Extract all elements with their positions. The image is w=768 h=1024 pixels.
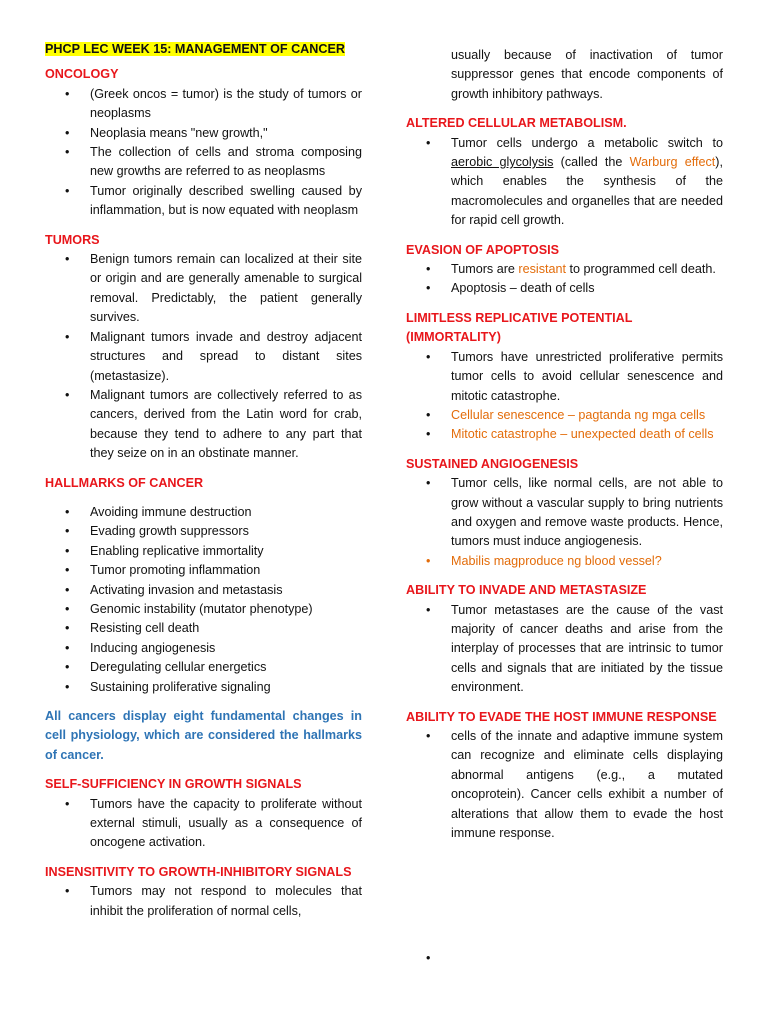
immortality-heading: LIMITLESS REPLICATIVE POTENTIAL (IMMORTALITY) xyxy=(406,310,633,345)
list-item: • Tumors may not respond to molecules that inhibit the proliferation of normal cells, xyxy=(45,882,362,921)
insensitivity-heading: INSENSITIVITY TO GROWTH-INHIBITORY SIGNALS xyxy=(45,864,352,879)
list-item: • Tumor originally described swelling caused by inflammation, but is now equated with neoplasm xyxy=(45,182,362,221)
list-item: • Malignant tumors are collectively referred to as cancers, derived from the Latin word for crab, because they tend to adhere to any part that they seize on in an obstinate manner. xyxy=(45,386,362,464)
oncology-list xyxy=(45,85,362,221)
list-item: • Tumors are resistant to programmed cell death. xyxy=(406,260,723,279)
list-item: • Sustaining proliferative signaling xyxy=(45,678,362,697)
apoptosis-list xyxy=(406,260,723,299)
self-sufficiency-list xyxy=(45,795,362,853)
list-item: • Malignant tumors invade and destroy adjacent structures and spread to distant sites (metastasize). xyxy=(45,328,362,386)
trailing-bullet: • xyxy=(426,951,431,965)
list-item-note: • Cellular senescence – pagtanda ng mga cells xyxy=(406,406,723,425)
list-item-continued: usually because of inactivation of tumor suppressor genes that encode components of growth inhibitory pathways. xyxy=(451,48,723,101)
list-item: • Tumor cells undergo a metabolic switch to aerobic glycolysis (called the Warburg effect), which enables the synthesis of the macromolecules and organelles that are needed for rapid cell growth. xyxy=(406,134,723,231)
immortality-list xyxy=(406,348,723,445)
list-item: • Tumors have the capacity to proliferate without external stimuli, usually as a consequence of oncogene activation. xyxy=(45,795,362,853)
list-item: • Benign tumors remain can localized at their site or origin and are generally amenable to surgical removal. Predictably, the patient generally survives. xyxy=(45,250,362,328)
invade-heading: ABILITY TO INVADE AND METASTASIZE xyxy=(406,583,647,598)
apoptosis-heading: EVASION OF APOPTOSIS xyxy=(406,242,560,257)
list-item: • Inducing angiogenesis xyxy=(45,639,362,658)
list-item: • Avoiding immune destruction xyxy=(45,503,362,522)
list-item: • Tumors have unrestricted proliferative permits tumor cells to avoid cellular senescence and mitotic catastrophe. xyxy=(406,348,723,406)
hallmarks-list xyxy=(45,503,362,697)
list-item: • Deregulating cellular energetics xyxy=(45,658,362,677)
self-sufficiency-heading: SELF-SUFFICIENCY IN GROWTH SIGNALS xyxy=(45,777,302,792)
list-item: • (Greek oncos = tumor) is the study of tumors or neoplasms xyxy=(45,85,362,124)
aerobic-glycolysis-term: aerobic glycolysis xyxy=(451,155,554,170)
insensitivity-continued xyxy=(406,46,723,104)
left-column xyxy=(45,40,362,921)
resistant-term: resistant xyxy=(518,262,567,277)
list-item-note: • Mitotic catastrophe – unexpected death of cells xyxy=(406,425,723,444)
metabolism-list xyxy=(406,134,723,231)
tumors-list xyxy=(45,250,362,463)
hallmarks-heading: HALLMARKS OF CANCER xyxy=(45,475,204,490)
angiogenesis-heading: SUSTAINED ANGIOGENESIS xyxy=(406,456,579,471)
list-item: • Genomic instability (mutator phenotype) xyxy=(45,600,362,619)
list-item: • Resisting cell death xyxy=(45,619,362,638)
tumors-heading: TUMORS xyxy=(45,232,100,247)
immune-heading: ABILITY TO EVADE THE HOST IMMUNE RESPONSE xyxy=(406,709,717,724)
oncology-heading: ONCOLOGY xyxy=(45,67,119,82)
page-title: PHCP LEC WEEK 15: MANAGEMENT OF CANCER xyxy=(45,42,345,56)
list-item: • Neoplasia means "new growth," xyxy=(45,124,362,143)
angiogenesis-list xyxy=(406,474,723,571)
hallmarks-summary: All cancers display eight fundamental changes in cell physiology, which are considered the hallmarks of cancer. xyxy=(45,709,362,762)
list-item: • Tumor metastases are the cause of the vast majority of cancer deaths and arise from the interplay of processes that are intrinsic to tumor cells and signals that are initiated by the tissue environment. xyxy=(406,601,723,698)
insensitivity-list xyxy=(45,882,362,921)
immune-list xyxy=(406,727,723,843)
list-item: • Evading growth suppressors xyxy=(45,522,362,541)
warburg-effect-term: Warburg effect xyxy=(629,155,716,170)
metabolism-heading: ALTERED CELLULAR METABOLISM. xyxy=(406,116,627,131)
list-item: • Activating invasion and metastasis xyxy=(45,581,362,600)
list-item: • Tumor promoting inflammation xyxy=(45,561,362,580)
list-item: • The collection of cells and stroma composing new growths are referred to as neoplasms xyxy=(45,143,362,182)
list-item: • Enabling replicative immortality xyxy=(45,542,362,561)
list-item: • Apoptosis – death of cells xyxy=(406,279,723,298)
list-item-note: • Mabilis magproduce ng blood vessel? xyxy=(406,552,723,571)
list-item: • Tumor cells, like normal cells, are not able to grow without a vascular supply to bring nutrients and oxygen and remove waste products. Hence, tumors must induce angiogenesis. xyxy=(406,474,723,552)
invade-list xyxy=(406,601,723,698)
list-item: • cells of the innate and adaptive immune system can recognize and eliminate cells displaying abnormal antigens (e.g., a mutated oncoprotein). Cancer cells exhibit a number of alterations that allow them to evade the host immune response. xyxy=(406,727,723,843)
right-column xyxy=(406,46,723,843)
